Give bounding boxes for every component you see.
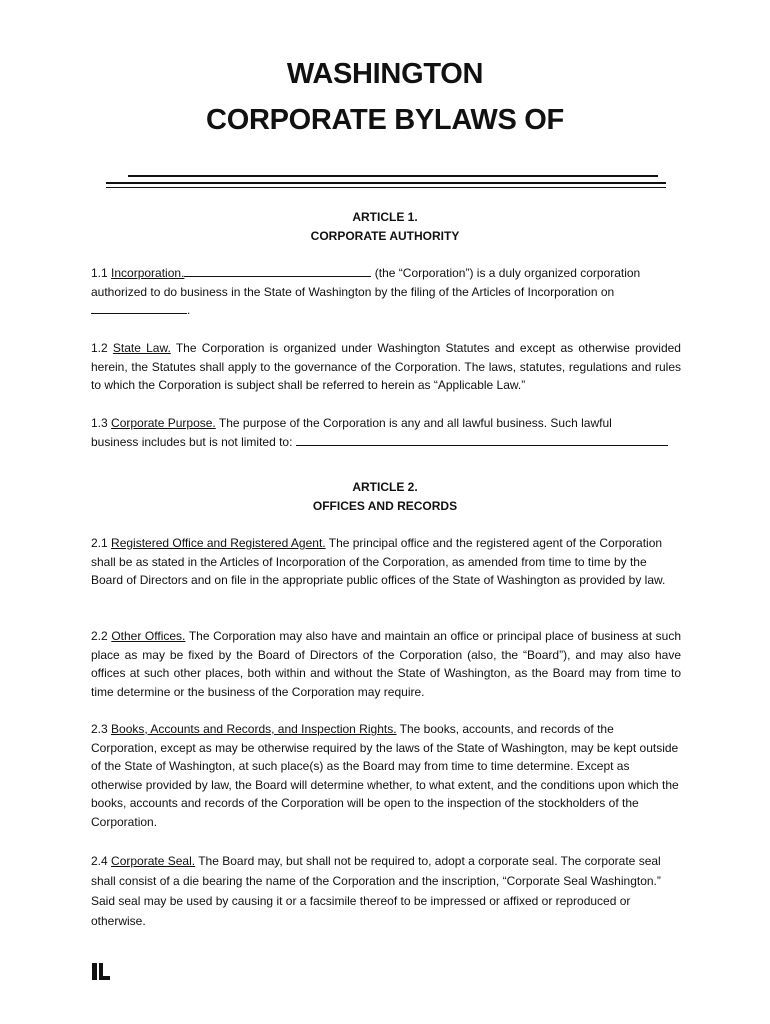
title-divider-thin: [106, 187, 666, 188]
section-heading: Books, Accounts and Records, and Inspection Rights.: [111, 722, 397, 736]
section-heading: Registered Office and Registered Agent.: [111, 536, 326, 550]
article-1-title: CORPORATE AUTHORITY: [310, 229, 460, 243]
section-text-tail: .: [187, 303, 191, 318]
section-1-2: [91, 339, 681, 395]
section-heading: Other Offices.: [111, 629, 186, 643]
section-text-line2: business includes but is not limited to:: [91, 434, 293, 449]
section-text: The Board may, but shall not be required to, adopt a corporate seal. The corporate seal shall consist of a die bearing the name of the Corporation and the inscription, “Corporate Seal Washington.” Said seal may be used by causing it or a facsimile thereof to be impressed or affixed or reproduced or otherwise.: [91, 854, 661, 928]
section-number: 2.3: [91, 722, 108, 736]
section-text: The principal office and the registered agent of the Corporation shall be as stated in the Articles of Incorporation of the Corporation, as amended from time to time by the Board of Directors and on file in the appropriate public offices of the State of Washington as provided by law.: [91, 536, 666, 588]
section-number: 1.2: [91, 341, 108, 355]
section-text: The purpose of the Corporation is any and all lawful business. Such lawful: [218, 416, 612, 430]
article-2-number: ARTICLE 2.: [352, 480, 418, 494]
section-number: 2.4: [91, 854, 108, 868]
section-2-3: [91, 720, 681, 832]
section-number: 2.2: [91, 629, 108, 643]
section-heading: State Law.: [112, 341, 171, 355]
legal-templates-logo-icon: [92, 963, 110, 980]
article-2-title: OFFICES AND RECORDS: [312, 499, 458, 513]
article-1-number: ARTICLE 1.: [352, 210, 418, 224]
document-title-state: WASHINGTON: [286, 58, 484, 90]
section-2-4: [91, 851, 681, 931]
section-number: 1.1: [91, 266, 108, 280]
section-text-line2: authorized to do business in the State of Washington by the filing of the Articles of Incorporation on: [91, 284, 615, 299]
section-1-1: [91, 264, 681, 320]
title-divider-thick: [106, 182, 666, 184]
business-purpose-field[interactable]: [296, 434, 668, 446]
section-number: 1.3: [91, 416, 108, 430]
section-text: The Corporation is organized under Washington Statutes and except as otherwise provided herein, the Statutes shall apply to the governance of the Corporation. The laws, statutes, regulations and rules to which the Corporation is subject shall be referred to herein as “Applicable Law.”: [91, 341, 681, 393]
section-text: The books, accounts, and records of the Corporation, except as may be otherwise required by the laws of the State of Washington, may be kept outside of the State of Washington, at such place(s) as the Board may from time to time determine. Except as otherwise provided by law, the Board will determine whether, to what extent, and the conditions upon which the books, accounts and records of the Corporation will be open to the inspection of the stockholders of the Corporation.: [91, 722, 679, 829]
section-heading: Corporate Seal.: [111, 854, 196, 868]
corporation-name-field[interactable]: [184, 265, 371, 277]
filing-date-field[interactable]: [91, 302, 187, 314]
section-1-3: [91, 414, 681, 451]
section-2-2: [91, 627, 681, 701]
section-text: The Corporation may also have and maintain an office or principal place of business at such place as may be fixed by the Board of Directors of the Corporation (also, the “Board”), and may also have offices at such other places, both within and without the State of Washington, as the Board may from time to time determine or the business of the Corporation may require.: [91, 629, 682, 699]
document-title: CORPORATE BYLAWS OF: [206, 104, 564, 136]
section-number: 2.1: [91, 536, 108, 550]
section-heading: Incorporation.: [111, 266, 185, 280]
section-heading: Corporate Purpose.: [111, 416, 216, 430]
corporation-name-blank[interactable]: [128, 175, 658, 177]
section-text: (the “Corporation”) is a duly organized corporation: [374, 266, 641, 280]
section-2-1: [91, 534, 681, 590]
